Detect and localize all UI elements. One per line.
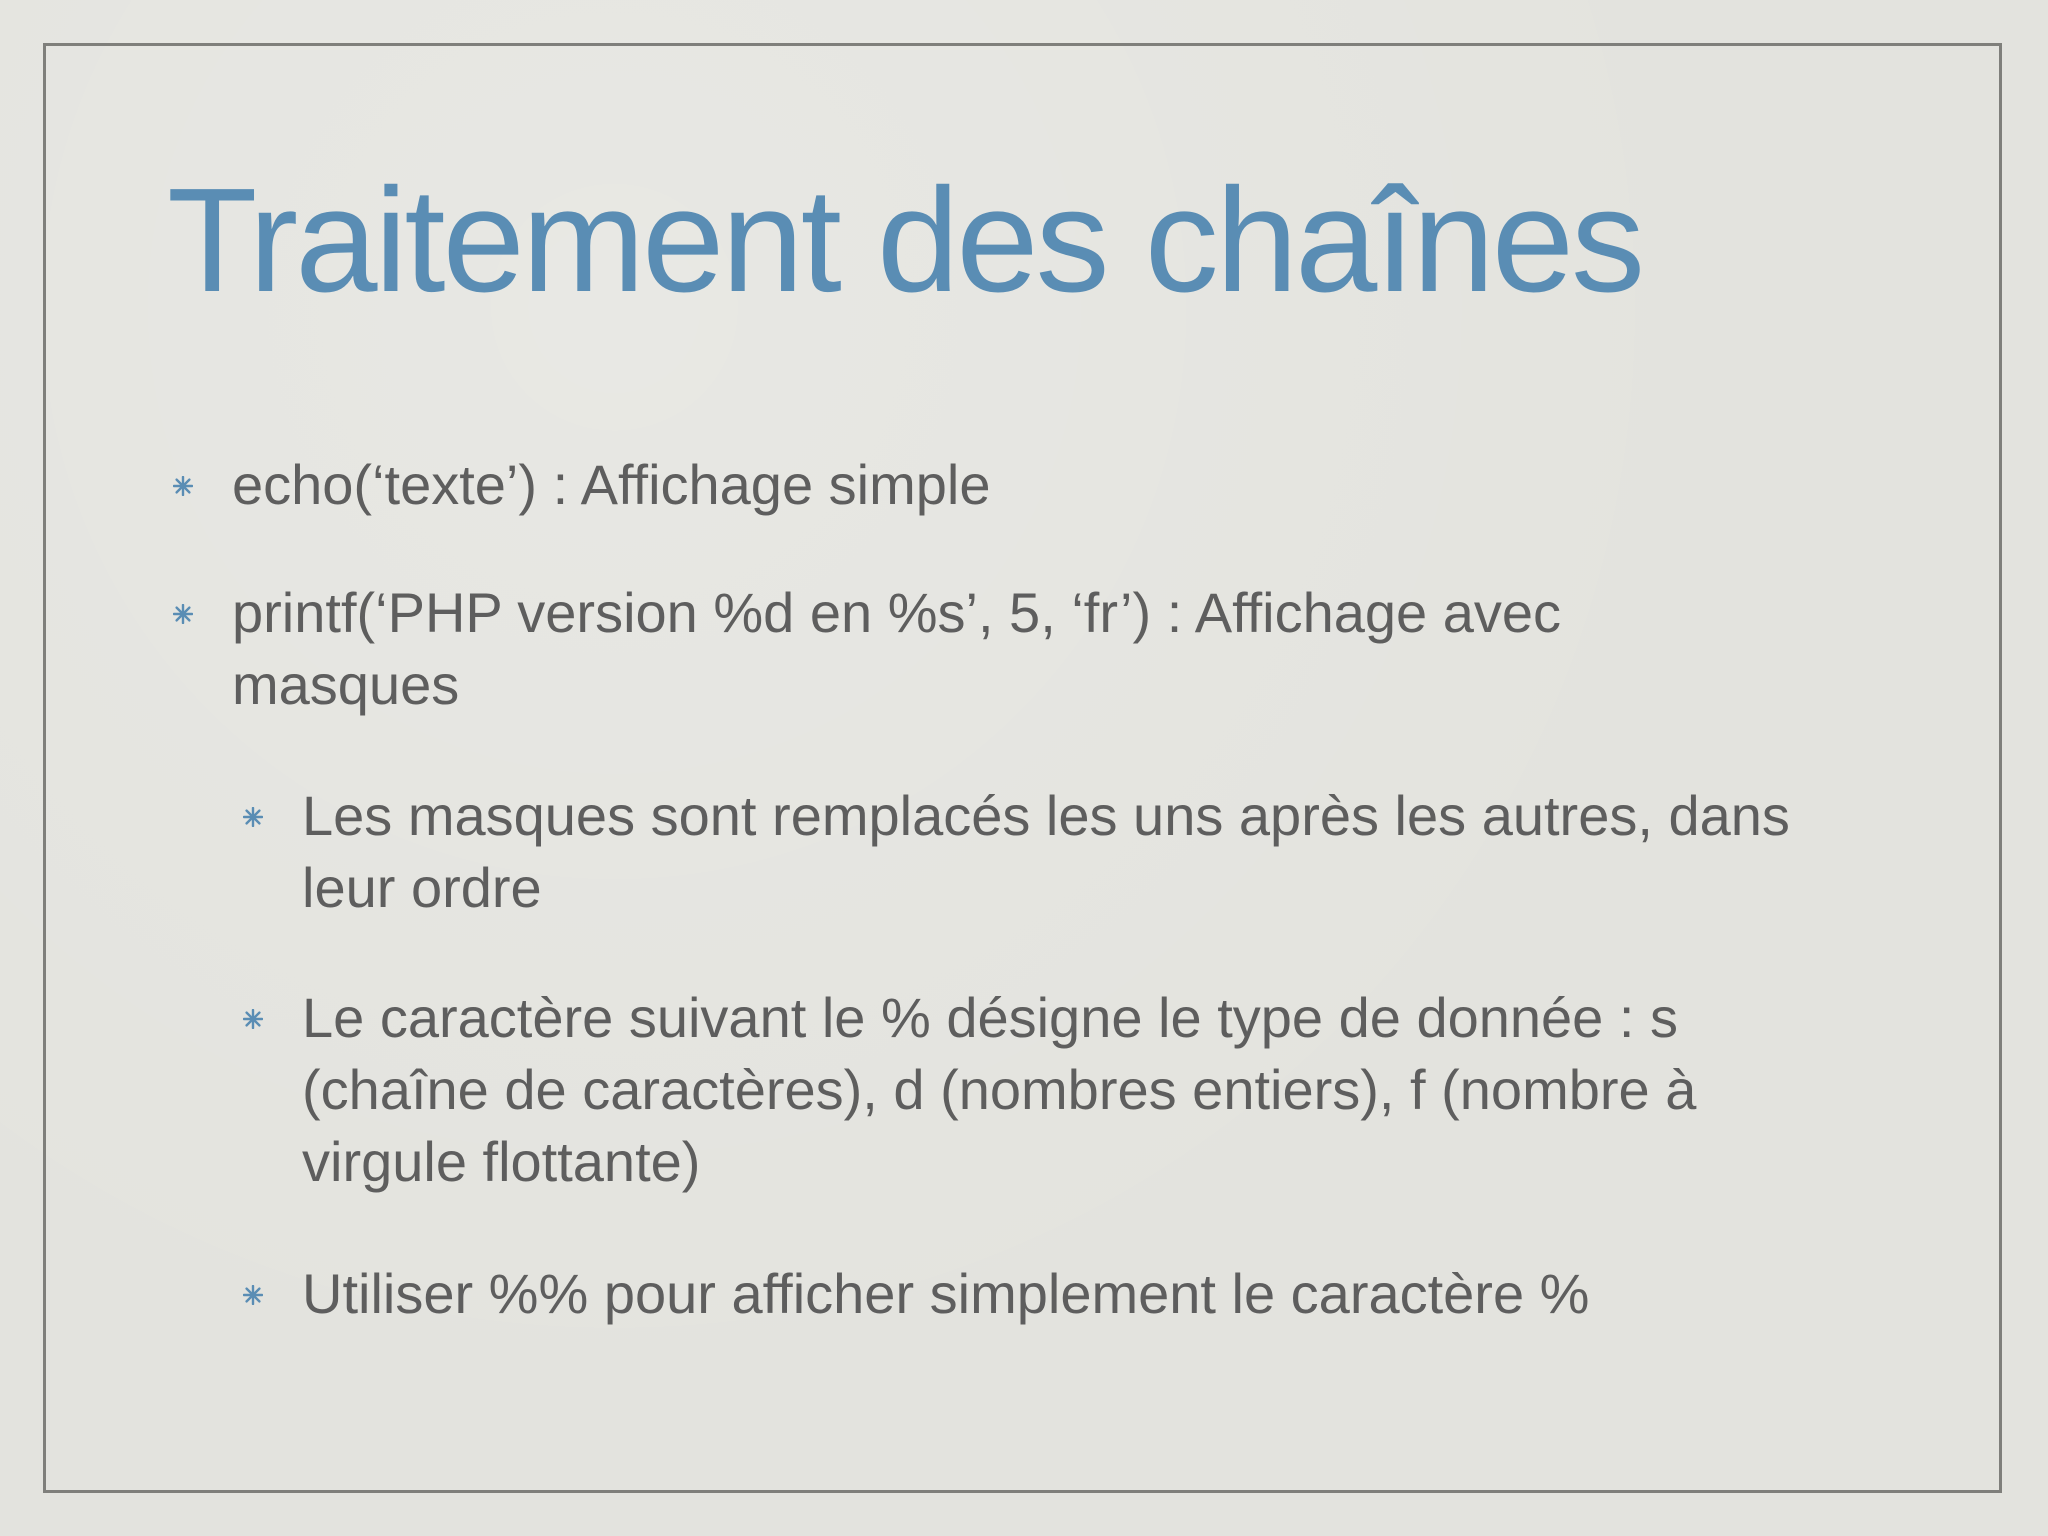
bullet-item-echo xyxy=(232,449,1792,521)
bullet-item-type-donnee xyxy=(302,982,1862,1198)
bullet-item-pourcent xyxy=(302,1258,1862,1330)
asterisk-bullet-icon xyxy=(243,1285,263,1305)
slide-title: Traitement des chaînes xyxy=(167,158,1643,323)
asterisk-bullet-icon xyxy=(243,807,263,827)
bullet-item-masques-ordre xyxy=(302,780,1862,924)
bullet-text: echo(‘texte’) : Affichage simple xyxy=(232,453,991,516)
asterisk-bullet-icon xyxy=(243,1009,263,1029)
bullet-text: printf(‘PHP version %d en %s’, 5, ‘fr’) : Affichage avec masques xyxy=(232,581,1562,716)
bullet-text: Utiliser %% pour afficher simplement le caractère % xyxy=(302,1262,1590,1325)
asterisk-bullet-icon xyxy=(173,604,193,624)
bullet-item-printf xyxy=(232,577,1792,721)
bullet-text: Le caractère suivant le % désigne le type de donnée : s (chaîne de caractères), d (nombres entiers), f (nombre à virgule flottante) xyxy=(302,986,1697,1193)
bullet-text: Les masques sont remplacés les uns après les autres, dans leur ordre xyxy=(302,784,1790,919)
asterisk-bullet-icon xyxy=(173,476,193,496)
